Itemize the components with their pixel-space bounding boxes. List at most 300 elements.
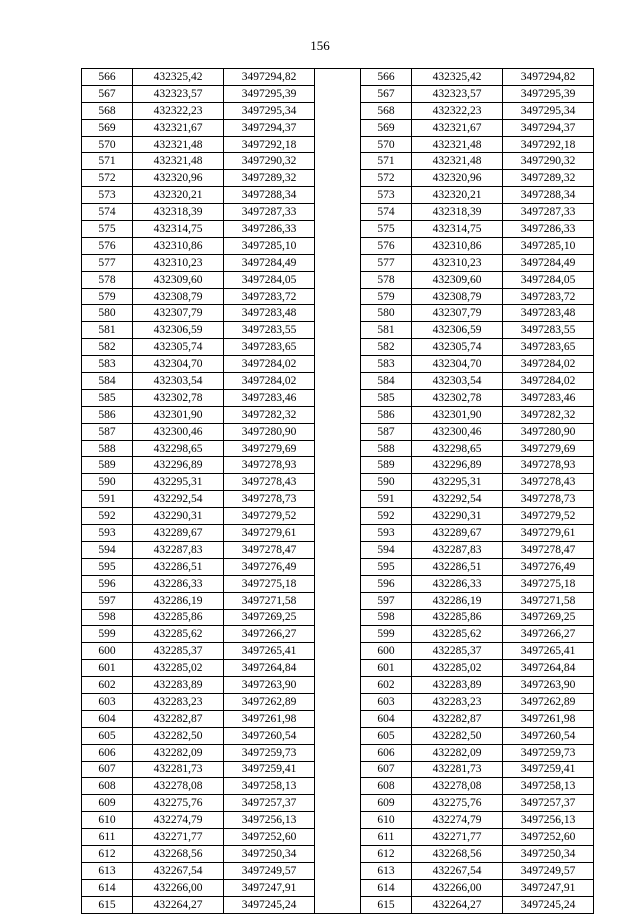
- table-row: [82, 271, 594, 288]
- right-y-coordinate: 3497263,90: [503, 677, 594, 694]
- table-row: [82, 288, 594, 305]
- left-point-number: 607: [82, 761, 133, 778]
- right-point-number: 589: [361, 457, 412, 474]
- column-gap: [315, 677, 361, 694]
- left-y-coordinate: 3497250,34: [224, 845, 315, 862]
- left-x-coordinate: 432281,73: [133, 761, 224, 778]
- left-point-number: 604: [82, 710, 133, 727]
- table-row: [82, 626, 594, 643]
- right-y-coordinate: 3497258,13: [503, 778, 594, 795]
- table-row: [82, 609, 594, 626]
- left-y-coordinate: 3497284,02: [224, 356, 315, 373]
- column-gap: [315, 102, 361, 119]
- left-y-coordinate: 3497264,84: [224, 660, 315, 677]
- left-point-number: 609: [82, 795, 133, 812]
- right-point-number: 608: [361, 778, 412, 795]
- left-point-number: 599: [82, 626, 133, 643]
- table-row: [82, 153, 594, 170]
- right-y-coordinate: 3497278,47: [503, 541, 594, 558]
- left-point-number: 586: [82, 406, 133, 423]
- right-y-coordinate: 3497278,73: [503, 491, 594, 508]
- left-y-coordinate: 3497284,02: [224, 373, 315, 390]
- right-y-coordinate: 3497283,65: [503, 339, 594, 356]
- right-point-number: 600: [361, 643, 412, 660]
- table-row: [82, 829, 594, 846]
- table-row: [82, 558, 594, 575]
- left-x-coordinate: 432282,87: [133, 710, 224, 727]
- column-gap: [315, 643, 361, 660]
- left-x-coordinate: 432305,74: [133, 339, 224, 356]
- table-row: [82, 389, 594, 406]
- table-row: [82, 423, 594, 440]
- column-gap: [315, 423, 361, 440]
- right-point-number: 609: [361, 795, 412, 812]
- right-point-number: 574: [361, 204, 412, 221]
- right-point-number: 569: [361, 119, 412, 136]
- table-row: [82, 862, 594, 879]
- column-gap: [315, 69, 361, 86]
- left-y-coordinate: 3497245,24: [224, 896, 315, 913]
- column-gap: [315, 474, 361, 491]
- right-point-number: 576: [361, 237, 412, 254]
- right-x-coordinate: 432321,48: [412, 136, 503, 153]
- right-y-coordinate: 3497294,82: [503, 69, 594, 86]
- left-point-number: 570: [82, 136, 133, 153]
- right-y-coordinate: 3497283,72: [503, 288, 594, 305]
- left-y-coordinate: 3497257,37: [224, 795, 315, 812]
- right-x-coordinate: 432304,70: [412, 356, 503, 373]
- right-y-coordinate: 3497295,34: [503, 102, 594, 119]
- right-x-coordinate: 432274,79: [412, 812, 503, 829]
- table-row: [82, 406, 594, 423]
- left-point-number: 592: [82, 508, 133, 525]
- left-point-number: 578: [82, 271, 133, 288]
- left-point-number: 587: [82, 423, 133, 440]
- right-point-number: 591: [361, 491, 412, 508]
- left-point-number: 589: [82, 457, 133, 474]
- column-gap: [315, 389, 361, 406]
- table-row: [82, 525, 594, 542]
- right-y-coordinate: 3497271,58: [503, 592, 594, 609]
- right-point-number: 595: [361, 558, 412, 575]
- left-point-number: 574: [82, 204, 133, 221]
- left-y-coordinate: 3497279,61: [224, 525, 315, 542]
- left-point-number: 585: [82, 389, 133, 406]
- left-point-number: 611: [82, 829, 133, 846]
- table-row: [82, 744, 594, 761]
- left-x-coordinate: 432320,21: [133, 187, 224, 204]
- right-x-coordinate: 432264,27: [412, 896, 503, 913]
- right-y-coordinate: 3497279,52: [503, 508, 594, 525]
- column-gap: [315, 744, 361, 761]
- right-y-coordinate: 3497245,24: [503, 896, 594, 913]
- left-x-coordinate: 432323,57: [133, 85, 224, 102]
- left-point-number: 590: [82, 474, 133, 491]
- left-x-coordinate: 432285,02: [133, 660, 224, 677]
- column-gap: [315, 221, 361, 238]
- right-x-coordinate: 432283,23: [412, 693, 503, 710]
- table-row: [82, 102, 594, 119]
- right-x-coordinate: 432286,19: [412, 592, 503, 609]
- right-x-coordinate: 432302,78: [412, 389, 503, 406]
- column-gap: [315, 508, 361, 525]
- right-point-number: 592: [361, 508, 412, 525]
- right-x-coordinate: 432295,31: [412, 474, 503, 491]
- left-y-coordinate: 3497280,90: [224, 423, 315, 440]
- right-point-number: 607: [361, 761, 412, 778]
- left-y-coordinate: 3497284,05: [224, 271, 315, 288]
- right-y-coordinate: 3497294,37: [503, 119, 594, 136]
- column-gap: [315, 626, 361, 643]
- left-point-number: 576: [82, 237, 133, 254]
- left-y-coordinate: 3497275,18: [224, 575, 315, 592]
- right-x-coordinate: 432310,86: [412, 237, 503, 254]
- table-row: [82, 643, 594, 660]
- right-y-coordinate: 3497247,91: [503, 879, 594, 896]
- table-row: [82, 575, 594, 592]
- table-row: [82, 356, 594, 373]
- right-x-coordinate: 432310,23: [412, 254, 503, 271]
- column-gap: [315, 541, 361, 558]
- left-y-coordinate: 3497285,10: [224, 237, 315, 254]
- table-row: [82, 778, 594, 795]
- left-x-coordinate: 432274,79: [133, 812, 224, 829]
- right-point-number: 611: [361, 829, 412, 846]
- left-x-coordinate: 432275,76: [133, 795, 224, 812]
- left-y-coordinate: 3497260,54: [224, 727, 315, 744]
- column-gap: [315, 170, 361, 187]
- left-x-coordinate: 432307,79: [133, 305, 224, 322]
- left-point-number: 580: [82, 305, 133, 322]
- right-x-coordinate: 432306,59: [412, 322, 503, 339]
- table-row: [82, 221, 594, 238]
- right-point-number: 588: [361, 440, 412, 457]
- right-x-coordinate: 432323,57: [412, 85, 503, 102]
- table-row: [82, 812, 594, 829]
- left-point-number: 594: [82, 541, 133, 558]
- right-point-number: 580: [361, 305, 412, 322]
- right-point-number: 584: [361, 373, 412, 390]
- left-y-coordinate: 3497278,43: [224, 474, 315, 491]
- right-y-coordinate: 3497283,55: [503, 322, 594, 339]
- left-y-coordinate: 3497279,69: [224, 440, 315, 457]
- left-y-coordinate: 3497278,93: [224, 457, 315, 474]
- right-point-number: 614: [361, 879, 412, 896]
- left-point-number: 572: [82, 170, 133, 187]
- right-x-coordinate: 432266,00: [412, 879, 503, 896]
- right-x-coordinate: 432287,83: [412, 541, 503, 558]
- left-point-number: 597: [82, 592, 133, 609]
- column-gap: [315, 305, 361, 322]
- column-gap: [315, 288, 361, 305]
- left-point-number: 569: [82, 119, 133, 136]
- left-x-coordinate: 432322,23: [133, 102, 224, 119]
- right-point-number: 599: [361, 626, 412, 643]
- right-point-number: 583: [361, 356, 412, 373]
- left-point-number: 583: [82, 356, 133, 373]
- table-row: [82, 660, 594, 677]
- left-x-coordinate: 432298,65: [133, 440, 224, 457]
- right-x-coordinate: 432325,42: [412, 69, 503, 86]
- right-y-coordinate: 3497256,13: [503, 812, 594, 829]
- coordinates-table-body: [82, 69, 594, 914]
- table-row: [82, 305, 594, 322]
- right-x-coordinate: 432298,65: [412, 440, 503, 457]
- coordinates-table: [81, 68, 594, 914]
- table-row: [82, 795, 594, 812]
- table-row: [82, 693, 594, 710]
- right-y-coordinate: 3497265,41: [503, 643, 594, 660]
- right-y-coordinate: 3497287,33: [503, 204, 594, 221]
- right-y-coordinate: 3497262,89: [503, 693, 594, 710]
- left-x-coordinate: 432300,46: [133, 423, 224, 440]
- right-x-coordinate: 432267,54: [412, 862, 503, 879]
- table-row: [82, 85, 594, 102]
- right-y-coordinate: 3497279,69: [503, 440, 594, 457]
- left-point-number: 573: [82, 187, 133, 204]
- left-point-number: 602: [82, 677, 133, 694]
- right-x-coordinate: 432282,50: [412, 727, 503, 744]
- table-row: [82, 204, 594, 221]
- right-x-coordinate: 432301,90: [412, 406, 503, 423]
- column-gap: [315, 592, 361, 609]
- right-point-number: 610: [361, 812, 412, 829]
- left-y-coordinate: 3497283,55: [224, 322, 315, 339]
- right-y-coordinate: 3497259,41: [503, 761, 594, 778]
- right-x-coordinate: 432292,54: [412, 491, 503, 508]
- left-y-coordinate: 3497283,65: [224, 339, 315, 356]
- table-row: [82, 845, 594, 862]
- right-y-coordinate: 3497295,39: [503, 85, 594, 102]
- right-x-coordinate: 432303,54: [412, 373, 503, 390]
- right-point-number: 573: [361, 187, 412, 204]
- right-x-coordinate: 432285,02: [412, 660, 503, 677]
- left-x-coordinate: 432271,77: [133, 829, 224, 846]
- column-gap: [315, 795, 361, 812]
- right-point-number: 586: [361, 406, 412, 423]
- right-point-number: 568: [361, 102, 412, 119]
- column-gap: [315, 727, 361, 744]
- right-y-coordinate: 3497282,32: [503, 406, 594, 423]
- column-gap: [315, 761, 361, 778]
- right-x-coordinate: 432290,31: [412, 508, 503, 525]
- column-gap: [315, 609, 361, 626]
- column-gap: [315, 373, 361, 390]
- left-y-coordinate: 3497295,34: [224, 102, 315, 119]
- page-number: 156: [310, 38, 330, 53]
- left-y-coordinate: 3497256,13: [224, 812, 315, 829]
- table-row: [82, 237, 594, 254]
- right-point-number: 578: [361, 271, 412, 288]
- left-y-coordinate: 3497294,37: [224, 119, 315, 136]
- table-row: [82, 119, 594, 136]
- left-y-coordinate: 3497259,73: [224, 744, 315, 761]
- left-y-coordinate: 3497289,32: [224, 170, 315, 187]
- right-point-number: 567: [361, 85, 412, 102]
- table-row: [82, 761, 594, 778]
- table-row: [82, 170, 594, 187]
- right-point-number: 612: [361, 845, 412, 862]
- left-x-coordinate: 432283,89: [133, 677, 224, 694]
- right-x-coordinate: 432271,77: [412, 829, 503, 846]
- right-point-number: 593: [361, 525, 412, 542]
- right-x-coordinate: 432320,21: [412, 187, 503, 204]
- right-y-coordinate: 3497250,34: [503, 845, 594, 862]
- left-point-number: 566: [82, 69, 133, 86]
- left-y-coordinate: 3497276,49: [224, 558, 315, 575]
- left-point-number: 613: [82, 862, 133, 879]
- column-gap: [315, 153, 361, 170]
- right-y-coordinate: 3497283,46: [503, 389, 594, 406]
- right-point-number: 602: [361, 677, 412, 694]
- left-point-number: 610: [82, 812, 133, 829]
- right-x-coordinate: 432278,08: [412, 778, 503, 795]
- left-x-coordinate: 432301,90: [133, 406, 224, 423]
- left-x-coordinate: 432320,96: [133, 170, 224, 187]
- right-point-number: 603: [361, 693, 412, 710]
- left-point-number: 614: [82, 879, 133, 896]
- right-x-coordinate: 432285,62: [412, 626, 503, 643]
- left-x-coordinate: 432287,83: [133, 541, 224, 558]
- left-x-coordinate: 432278,08: [133, 778, 224, 795]
- left-point-number: 567: [82, 85, 133, 102]
- left-x-coordinate: 432289,67: [133, 525, 224, 542]
- right-point-number: 601: [361, 660, 412, 677]
- column-gap: [315, 271, 361, 288]
- left-y-coordinate: 3497269,25: [224, 609, 315, 626]
- right-y-coordinate: 3497260,54: [503, 727, 594, 744]
- column-gap: [315, 406, 361, 423]
- left-point-number: 579: [82, 288, 133, 305]
- table-row: [82, 879, 594, 896]
- left-point-number: 598: [82, 609, 133, 626]
- table-row: [82, 677, 594, 694]
- right-y-coordinate: 3497278,93: [503, 457, 594, 474]
- column-gap: [315, 525, 361, 542]
- right-x-coordinate: 432307,79: [412, 305, 503, 322]
- left-point-number: 615: [82, 896, 133, 913]
- left-y-coordinate: 3497278,47: [224, 541, 315, 558]
- left-x-coordinate: 432325,42: [133, 69, 224, 86]
- left-y-coordinate: 3497283,48: [224, 305, 315, 322]
- column-gap: [315, 440, 361, 457]
- left-y-coordinate: 3497283,46: [224, 389, 315, 406]
- left-point-number: 588: [82, 440, 133, 457]
- column-gap: [315, 322, 361, 339]
- column-gap: [315, 660, 361, 677]
- right-x-coordinate: 432308,79: [412, 288, 503, 305]
- right-x-coordinate: 432314,75: [412, 221, 503, 238]
- table-row: [82, 322, 594, 339]
- right-y-coordinate: 3497257,37: [503, 795, 594, 812]
- left-x-coordinate: 432304,70: [133, 356, 224, 373]
- left-x-coordinate: 432321,48: [133, 153, 224, 170]
- left-y-coordinate: 3497262,89: [224, 693, 315, 710]
- right-y-coordinate: 3497288,34: [503, 187, 594, 204]
- left-x-coordinate: 432283,23: [133, 693, 224, 710]
- left-point-number: 606: [82, 744, 133, 761]
- column-gap: [315, 491, 361, 508]
- left-point-number: 595: [82, 558, 133, 575]
- left-point-number: 582: [82, 339, 133, 356]
- right-x-coordinate: 432285,86: [412, 609, 503, 626]
- right-x-coordinate: 432321,67: [412, 119, 503, 136]
- left-x-coordinate: 432286,33: [133, 575, 224, 592]
- left-y-coordinate: 3497263,90: [224, 677, 315, 694]
- table-row: [82, 541, 594, 558]
- left-x-coordinate: 432314,75: [133, 221, 224, 238]
- column-gap: [315, 339, 361, 356]
- left-point-number: 577: [82, 254, 133, 271]
- right-point-number: 615: [361, 896, 412, 913]
- table-row: [82, 710, 594, 727]
- right-y-coordinate: 3497259,73: [503, 744, 594, 761]
- right-y-coordinate: 3497284,02: [503, 373, 594, 390]
- table-row: [82, 187, 594, 204]
- column-gap: [315, 136, 361, 153]
- right-point-number: 582: [361, 339, 412, 356]
- table-row: [82, 457, 594, 474]
- right-point-number: 613: [361, 862, 412, 879]
- right-x-coordinate: 432283,89: [412, 677, 503, 694]
- right-x-coordinate: 432282,09: [412, 744, 503, 761]
- right-x-coordinate: 432296,89: [412, 457, 503, 474]
- left-y-coordinate: 3497279,52: [224, 508, 315, 525]
- table-row: [82, 508, 594, 525]
- column-gap: [315, 845, 361, 862]
- table-row: [82, 136, 594, 153]
- right-y-coordinate: 3497280,90: [503, 423, 594, 440]
- column-gap: [315, 254, 361, 271]
- left-y-coordinate: 3497288,34: [224, 187, 315, 204]
- left-y-coordinate: 3497284,49: [224, 254, 315, 271]
- right-y-coordinate: 3497284,02: [503, 356, 594, 373]
- column-gap: [315, 575, 361, 592]
- column-gap: [315, 85, 361, 102]
- right-x-coordinate: 432289,67: [412, 525, 503, 542]
- right-point-number: 581: [361, 322, 412, 339]
- right-point-number: 571: [361, 153, 412, 170]
- left-y-coordinate: 3497294,82: [224, 69, 315, 86]
- left-y-coordinate: 3497247,91: [224, 879, 315, 896]
- right-point-number: 585: [361, 389, 412, 406]
- right-point-number: 575: [361, 221, 412, 238]
- left-point-number: 593: [82, 525, 133, 542]
- right-x-coordinate: 432281,73: [412, 761, 503, 778]
- column-gap: [315, 693, 361, 710]
- right-x-coordinate: 432275,76: [412, 795, 503, 812]
- left-y-coordinate: 3497249,57: [224, 862, 315, 879]
- table-row: [82, 69, 594, 86]
- left-x-coordinate: 432285,62: [133, 626, 224, 643]
- left-y-coordinate: 3497295,39: [224, 85, 315, 102]
- right-x-coordinate: 432285,37: [412, 643, 503, 660]
- right-x-coordinate: 432282,87: [412, 710, 503, 727]
- left-point-number: 568: [82, 102, 133, 119]
- right-y-coordinate: 3497284,05: [503, 271, 594, 288]
- right-point-number: 570: [361, 136, 412, 153]
- left-point-number: 581: [82, 322, 133, 339]
- column-gap: [315, 457, 361, 474]
- left-x-coordinate: 432267,54: [133, 862, 224, 879]
- left-y-coordinate: 3497271,58: [224, 592, 315, 609]
- right-y-coordinate: 3497266,27: [503, 626, 594, 643]
- left-x-coordinate: 432282,09: [133, 744, 224, 761]
- column-gap: [315, 119, 361, 136]
- right-x-coordinate: 432268,56: [412, 845, 503, 862]
- left-y-coordinate: 3497258,13: [224, 778, 315, 795]
- left-point-number: 601: [82, 660, 133, 677]
